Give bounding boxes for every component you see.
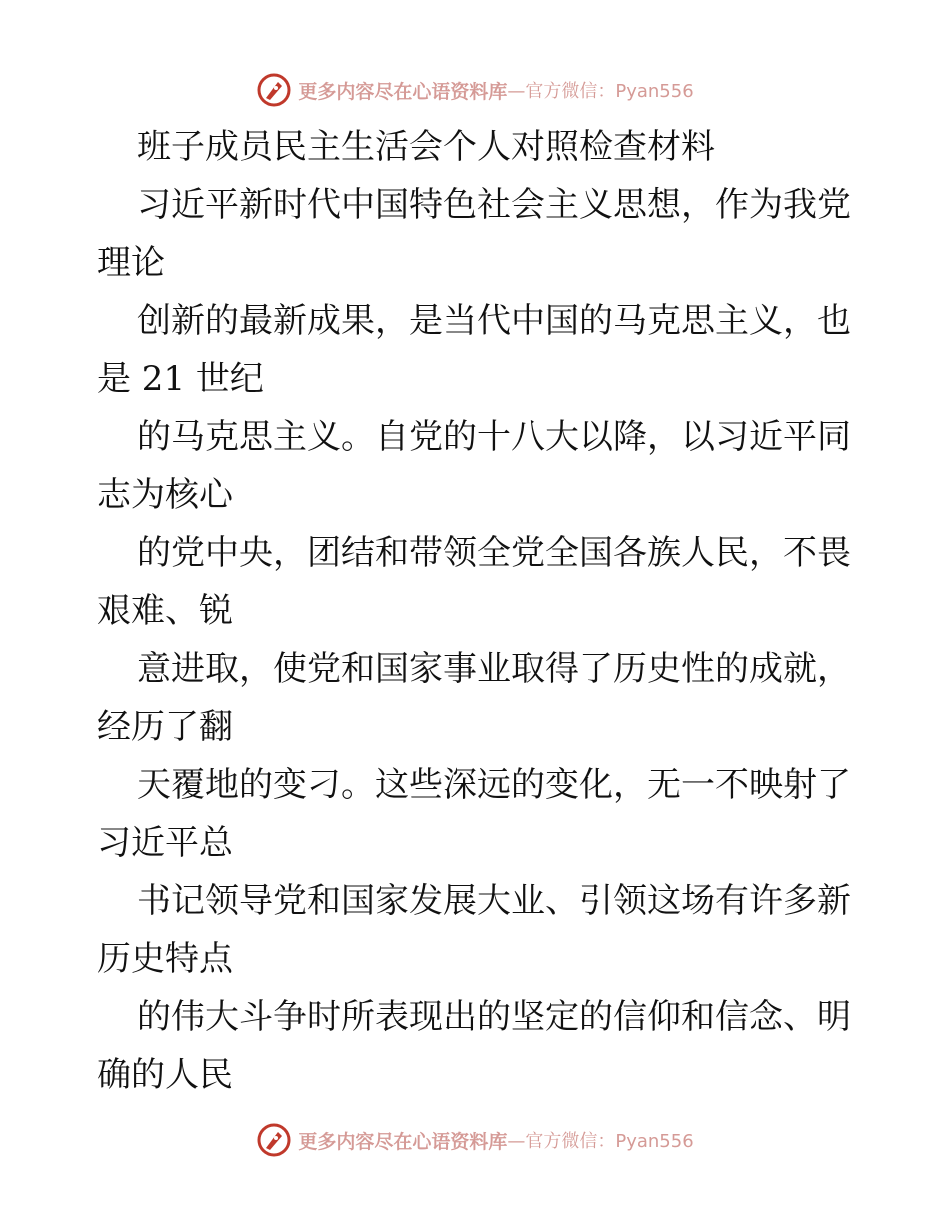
footer-banner [0, 1120, 950, 1160]
paragraph-line: 天覆地的变刁。这些深远的变化，无一不映射了 [137, 765, 851, 805]
paragraph-line: 创新的最新成果，是当代中国的马克思主义，也 [137, 301, 851, 341]
banner-main-text: 更多内容尽在心语资料库 [298, 80, 508, 103]
paragraph-line: 书记领导党和国家发展大业、引领这场有许多新 [137, 881, 851, 921]
paragraph-line: 历史特点 [97, 939, 233, 979]
paragraph-line: 艰难、锐 [97, 591, 233, 631]
paragraph-line: 的党中央，团结和带领全党全国各族人民，不畏 [137, 533, 851, 573]
document-body [97, 118, 857, 1104]
paragraph-line: 习近平新时代中国特色社会主义思想，作为我党 [137, 185, 851, 225]
pen-nib-logo-icon [256, 72, 292, 108]
paragraph-line: 确的人民 [97, 1055, 233, 1095]
banner-main-text: 更多内容尽在心语资料库 [298, 1130, 508, 1153]
banner-sub-text: —官方微信：Pyan556 [507, 1131, 694, 1152]
header-banner [0, 70, 950, 110]
paragraph-line: 意进取，使党和国家事业取得了历史性的成就， [137, 649, 851, 689]
paragraph-line: 志为核心 [97, 475, 233, 515]
banner-sub-text: —官方微信：Pyan556 [507, 81, 694, 102]
document-title: 班子成员民主生活会个人对照检查材料 [137, 127, 715, 167]
paragraph-line: 理论 [97, 243, 165, 283]
paragraph-line: 经历了翻 [97, 707, 233, 747]
paragraph-line: 的伟大斗争时所表现出的坚定的信仰和信念、明 [137, 997, 851, 1037]
paragraph-line: 习近平总 [97, 823, 233, 863]
pen-nib-logo-icon [256, 1122, 292, 1158]
paragraph-line: 的马克思主义。自党的十八大以降，以习近平同 [137, 417, 851, 457]
paragraph-line: 是 21 世纪 [97, 359, 264, 399]
